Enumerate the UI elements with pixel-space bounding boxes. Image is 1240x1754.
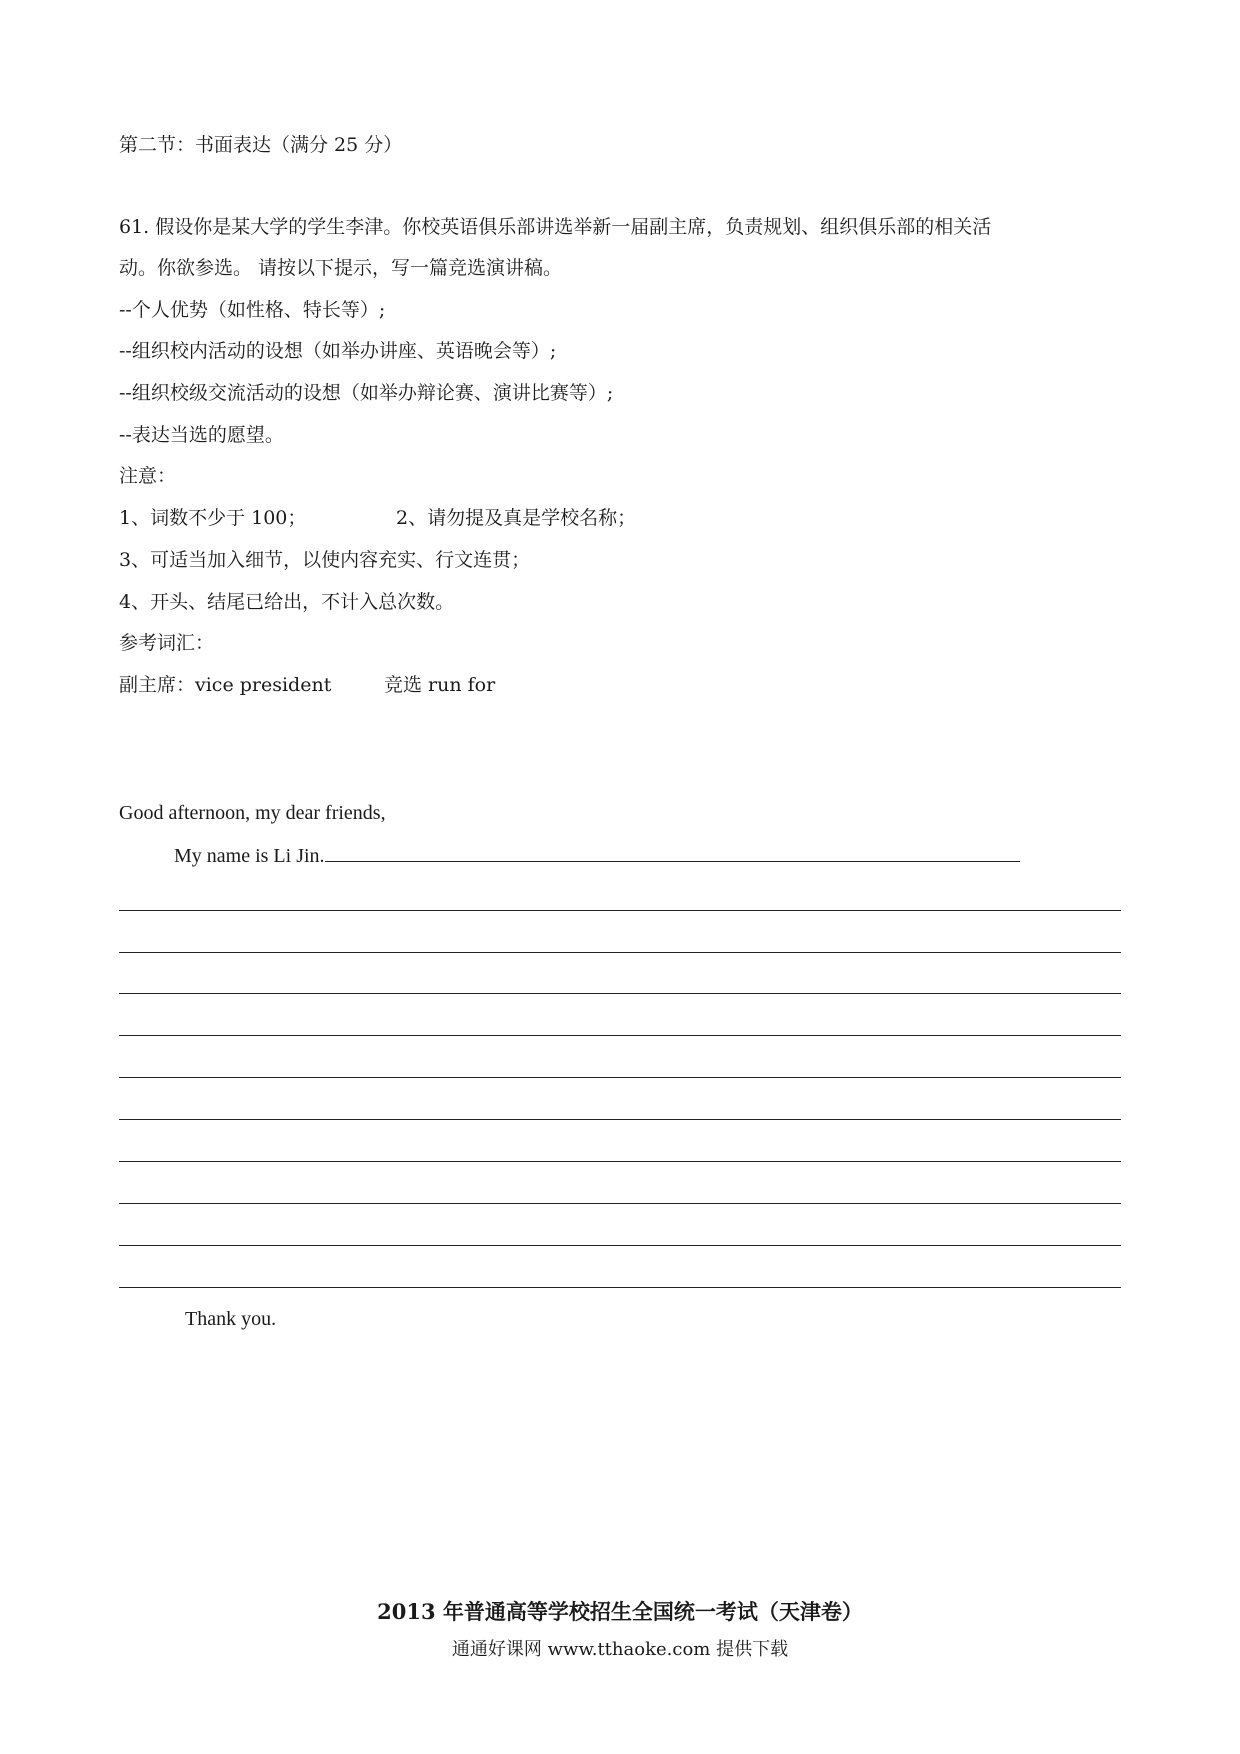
footer-title: 2013 年普通高等学校招生全国统一考试（天津卷） [377,1599,863,1624]
prompt-point-2: --组织校内活动的设想（如举办讲座、英语晚会等）; [119,340,557,362]
answer-line-4[interactable] [119,1035,1121,1036]
notes-label: 注意： [119,465,177,487]
answer-line-9[interactable] [119,1245,1121,1246]
letter-greeting: Good afternoon, my dear friends, [119,802,386,824]
vocab-run-for: 竞选 run for [384,674,496,696]
notes-row-1 [119,505,636,531]
answer-line-10[interactable] [119,1287,1121,1288]
prompt-point-3: --组织校级交流活动的设想（如举办辩论赛、演讲比赛等）; [119,382,614,404]
answer-line-2[interactable] [119,952,1121,953]
answer-line-1[interactable] [119,910,1121,911]
answer-line-3[interactable] [119,993,1121,994]
letter-closing: Thank you. [185,1308,277,1330]
vocab-vice-president: 副主席：vice president [119,674,332,696]
vocab-label: 参考词汇： [119,632,215,654]
question-text-line-2: 动。你欲参选。 请按以下提示，写一篇竞选演讲稿。 [119,257,563,279]
footer-source: 通通好课网 www.tthaoke.com 提供下载 [451,1639,789,1660]
prompt-point-4: --表达当选的愿望。 [119,424,284,446]
letter-opening: My name is Li Jin. [174,845,325,867]
answer-line-5[interactable] [119,1077,1121,1078]
note-4: 4、开头、结尾已给出，不计入总次数。 [119,591,455,613]
question-text-line-1: 61. 假设你是某大学的学生李津。你校英语俱乐部讲选举新一届副主席，负责规划、组织俱乐部的相关活 [119,216,992,238]
section-heading: 第二节：书面表达（满分 25 分） [119,134,403,156]
answer-blank-first-line[interactable] [325,841,1020,862]
answer-line-7[interactable] [119,1161,1121,1162]
answer-line-6[interactable] [119,1119,1121,1120]
letter-opening-row [174,841,1020,869]
note-1: 1、词数不少于 100； [119,507,307,529]
prompt-point-1: --个人优势（如性格、特长等）; [119,299,386,321]
note-2: 2、请勿提及真是学校名称； [396,507,637,529]
note-3: 3、可适当加入细节，以使内容充实、行文连贯； [119,549,531,571]
answer-line-8[interactable] [119,1203,1121,1204]
vocab-row [119,672,495,698]
